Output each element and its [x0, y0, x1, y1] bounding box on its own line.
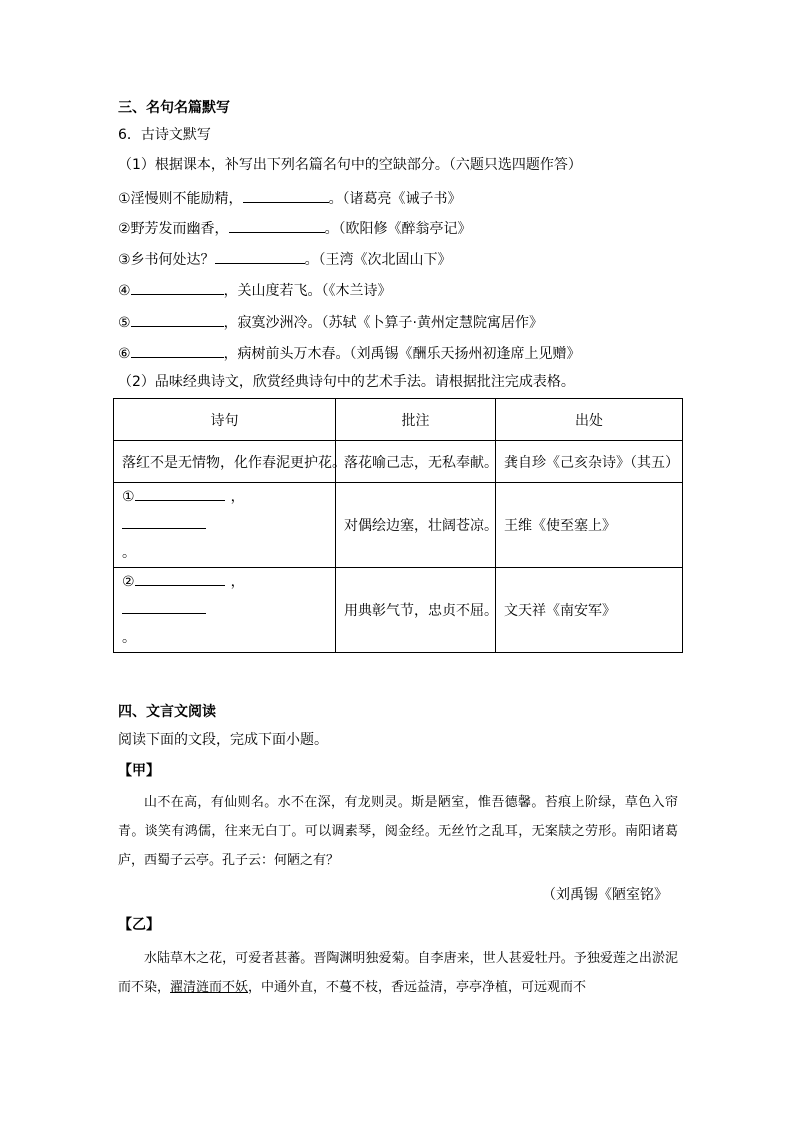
table-row — [114, 483, 683, 568]
verse-period: 。 — [122, 630, 136, 646]
answer-blank[interactable] — [122, 599, 206, 614]
verse-period: 。 — [122, 545, 136, 561]
item-before-text: 乡书何处达？ — [130, 252, 215, 268]
item-number: ⑥ — [118, 346, 131, 362]
table-row — [114, 441, 683, 483]
yi-underlined-phrase: 濯清涟而不妖 — [170, 980, 249, 995]
answer-blank[interactable] — [131, 343, 224, 358]
item-number: ① — [118, 191, 131, 207]
answer-blank[interactable] — [131, 280, 224, 295]
part1-instruction: （1）根据课本，补写出下列名篇名句中的空缺部分。（六题只选四题作答） — [118, 157, 582, 173]
passage-yi-text — [118, 944, 678, 1002]
verse-comma: ， — [230, 574, 245, 590]
fill-item-2 — [118, 218, 472, 238]
verse-cell: 落红不是无情物，化作春泥更护花。 — [114, 441, 336, 483]
answer-blank[interactable] — [131, 312, 224, 327]
source-cell: 龚自珍《己亥杂诗》（其五） — [496, 441, 683, 483]
item-after-text: ，病树前头万木春。（刘禹锡《酬乐天扬州初逢席上见赠》 — [223, 346, 581, 362]
source-cell: 王维《使至塞上》 — [496, 483, 683, 568]
item-number: ⑤ — [118, 315, 131, 331]
item-after-text: 。（王湾《次北固山下》 — [304, 252, 452, 268]
passage-jia-text: 山不在高，有仙则名。水不在深，有龙则灵。斯是陋室，惟吾德馨。苔痕上阶绿，草色入帘青。谈笑有鸿儒，往来无白丁。可以调素琴，阅金经。无丝竹之乱耳，无案牍之劳形。南阳诸葛庐，西蜀子云亭。孔子云：何陋之有？ — [118, 795, 678, 868]
note-cell: 对偶绘边塞，壮阔苍凉。 — [336, 483, 496, 568]
verse-number: ① — [122, 489, 135, 505]
header-note: 批注 — [336, 399, 496, 441]
part2-instruction: （2）品味经典诗文，欣赏经典诗句中的艺术手法。请根据批注完成表格。 — [118, 374, 575, 390]
item-after-text: ，关山度若飞。（《木兰诗》 — [223, 283, 392, 299]
fill-item-3 — [118, 249, 452, 269]
item-number: ③ — [118, 252, 131, 268]
question6-title: 6．古诗文默写 — [118, 127, 211, 143]
header-verse: 诗句 — [114, 399, 336, 441]
passage-jia-source: （刘禹锡《陋室铭》 — [542, 887, 668, 903]
answer-blank[interactable] — [122, 514, 206, 529]
item-after-text: 。（欧阳修《醉翁亭记》 — [324, 221, 472, 237]
answer-blank[interactable] — [215, 249, 305, 264]
passage-yi-label: 【乙】 — [118, 917, 160, 933]
yi-text-part1: 水陆草木之花，可爱者甚蕃。晋陶渊明独爱菊。自李唐来，世人甚爱牡丹。予独爱莲之出淤泥而不染， — [118, 951, 678, 995]
verse-number: ② — [122, 574, 135, 590]
section4-title: 四、文言文阅读 — [118, 704, 216, 720]
item-after-text: ，寂寞沙洲冷。（苏轼《卜算子·黄州定慧院寓居作》 — [223, 315, 544, 331]
note-cell: 用典彰气节，忠贞不屈。 — [336, 568, 496, 653]
item-before-text: 淫慢则不能励精， — [130, 191, 243, 207]
item-number: ② — [118, 221, 131, 237]
poem-table — [113, 398, 683, 653]
source-cell: 文天祥《南安军》 — [496, 568, 683, 653]
table-header-row — [114, 399, 683, 441]
answer-blank[interactable] — [135, 486, 225, 501]
answer-blank[interactable] — [135, 571, 225, 586]
item-before-text: 野芳发而幽香， — [130, 221, 229, 237]
fill-item-4 — [118, 280, 392, 300]
answer-blank[interactable] — [229, 218, 325, 233]
fill-item-1 — [118, 188, 462, 208]
table-row — [114, 568, 683, 653]
note-cell: 落花喻己志，无私奉献。 — [336, 441, 496, 483]
header-source: 出处 — [496, 399, 683, 441]
item-number: ④ — [118, 283, 131, 299]
section4-instruction: 阅读下面的文段，完成下面小题。 — [118, 732, 328, 748]
verse-comma: ， — [230, 489, 245, 505]
passage-jia-label: 【甲】 — [118, 763, 160, 779]
section3-title: 三、名句名篇默写 — [118, 100, 230, 116]
verse-cell — [114, 483, 336, 568]
verse-cell — [114, 568, 336, 653]
fill-item-6 — [118, 343, 581, 363]
answer-blank[interactable] — [243, 188, 329, 203]
fill-item-5 — [118, 312, 543, 332]
item-after-text: 。（诸葛亮《诫子书》 — [328, 191, 462, 207]
yi-text-part2: ，中通外直，不蔓不枝，香远益清，亭亭净植，可远观而不 — [248, 980, 587, 995]
